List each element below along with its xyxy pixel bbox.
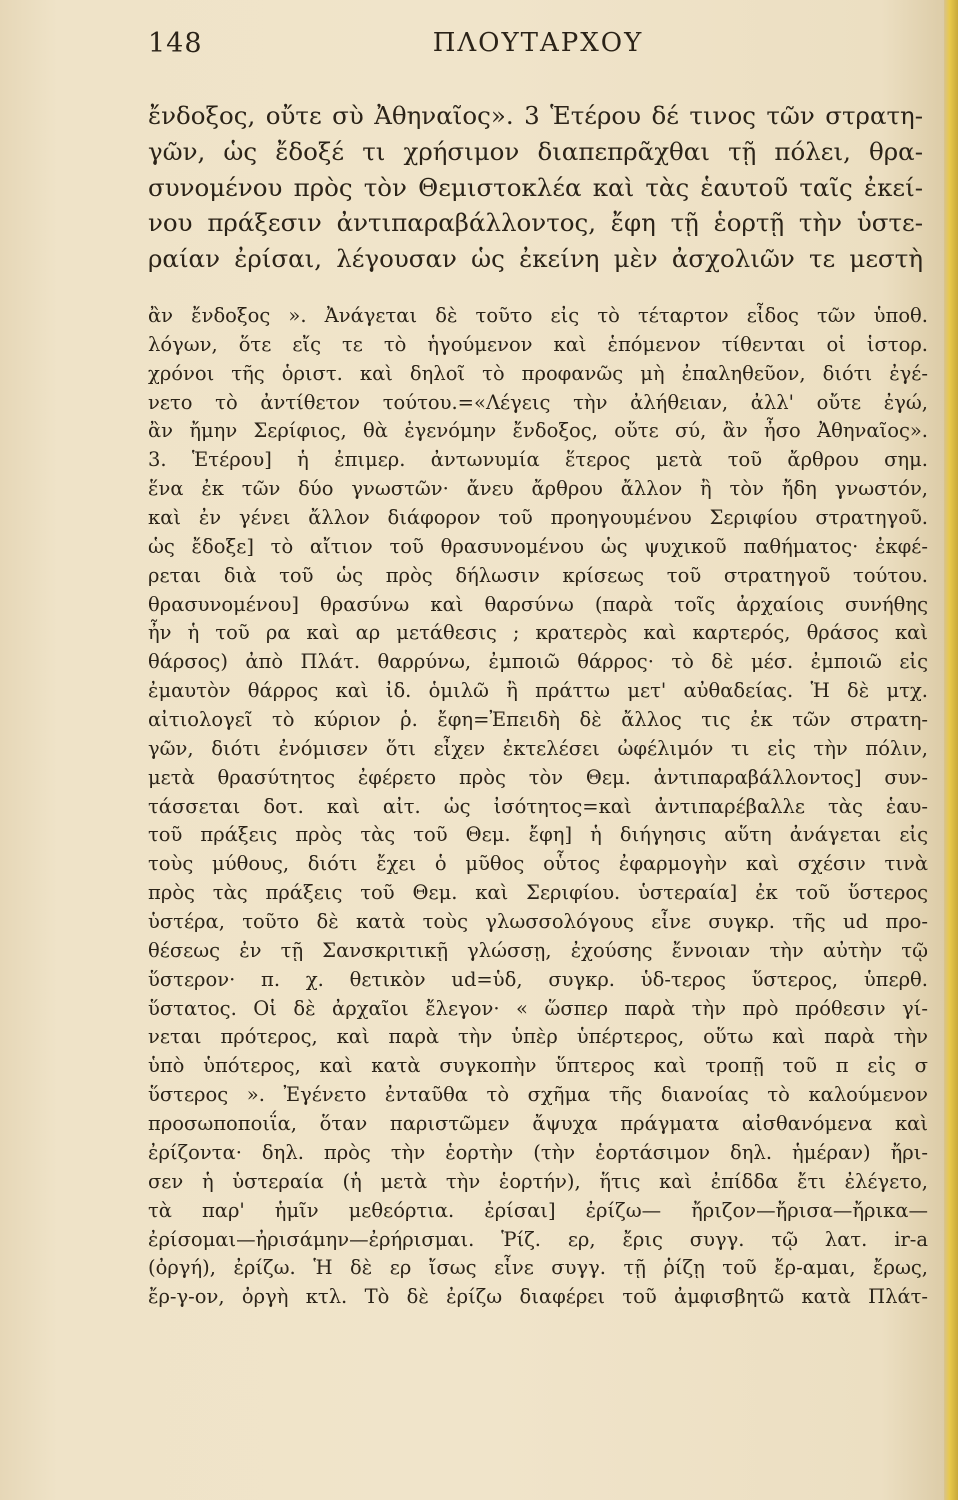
- commentary-line: ἕνα ἐκ τῶν δύο γνωστῶν· ἄνευ ἄρθρου ἄλλον ἢ τὸν ἤδη γνωστόν,: [148, 477, 928, 501]
- commentary-line: ὕστατος. Οἱ δὲ ἀρχαῖοι ἔλεγον· « ὥσπερ παρὰ τὴν πρὸ πρόθεσιν γί-: [148, 996, 928, 1020]
- commentary-line: 3. Ἑτέρου] ἡ ἐπιμερ. ἀντωνυμία ἕτερος μετὰ τοῦ ἄρθρου σημ.: [148, 448, 928, 472]
- commentary-line: ἐμαυτὸν θάρρος καὶ ἰδ. ὁμιλῶ ἢ πράττω μετ' αὐθαδείας. Ἡ δὲ μτχ.: [148, 679, 928, 703]
- commentary-line: χρόνοι τῆς ὁριστ. καὶ δηλοῖ τὸ προφανῶς μὴ ἐπαληθεῦον, διότι ἐγέ-: [148, 361, 928, 385]
- page-number: 148: [148, 28, 203, 59]
- commentary-line: ὕστερος ». Ἐγένετο ἐνταῦθα τὸ σχῆμα τῆς διανοίας τὸ καλούμενον: [148, 1083, 928, 1107]
- commentary-line: ρεται διὰ τοῦ ὡς πρὸς δήλωσιν κρίσεως τοῦ στρατηγοῦ τούτου.: [148, 563, 928, 587]
- commentary-line: τοῦ πράξεις πρὸς τὰς τοῦ Θεμ. ἔφη] ἡ διήγησις αὕτη ἀνάγεται εἰς: [148, 823, 928, 847]
- commentary-line: ὕστερον· π. χ. θετικὸν ud=ὑδ, συγκρ. ὑδ-τερος ὕστερος, ὑπερθ.: [148, 967, 928, 991]
- commentary-line: ἦν ἡ τοῦ ρα καὶ αρ μετάθεσις ; κρατερὸς καὶ καρτερός, θράσος καὶ: [148, 621, 928, 645]
- commentary-line: θρασυνομένου] θρασύνω καὶ θαρσύνω (παρὰ τοῖς ἀρχαίοις συνήθης: [148, 592, 928, 616]
- commentary-line: λόγων, ὅτε εἴς τε τὸ ἡγούμενον καὶ ἑπόμενον τίθενται οἱ ἱστορ.: [148, 332, 928, 356]
- commentary-line: ὡς ἔδοξε] τὸ αἴτιον τοῦ θρασυνομένου ὡς ψυχικοῦ παθήματος· ἐκφέ-: [148, 534, 928, 558]
- commentary-line: ὑστέρα, τοῦτο δὲ κατὰ τοὺς γλωσσολόγους εἶνε συγκρ. τῆς ud προ-: [148, 910, 928, 934]
- commentary-line: θάρσος) ἀπὸ Πλάτ. θαρρύνω, ἐμποιῶ θάρρος· τὸ δὲ μέσ. ἐμποιῶ εἰς: [148, 650, 928, 674]
- commentary-line: σεν ἡ ὑστεραία (ἡ μετὰ τὴν ἑορτήν), ἥτις καὶ ἐπίδδα ἔτι ἐλέγετο,: [148, 1169, 928, 1193]
- book-spine-edge: [944, 0, 958, 1500]
- commentary-line: νεται πρότερος, καὶ παρὰ τὴν ὑπὲρ ὑπέρτερος, οὕτω καὶ παρὰ τὴν: [148, 1025, 928, 1049]
- commentary-line: πρὸς τὰς πράξεις τοῦ Θεμ. καὶ Σεριφίου. ὑστεραία] ἐκ τοῦ ὕστερος: [148, 881, 928, 905]
- page-header: [148, 28, 928, 68]
- commentary-block: [148, 302, 928, 1312]
- commentary-line: μετὰ θρασύτητος ἐφέρετο πρὸς τὸν Θεμ. ἀντιπαραβάλλοντος] συν-: [148, 765, 928, 789]
- commentary-line: τάσσεται δοτ. καὶ αἰτ. ὡς ἰσότητος=καὶ ἀντιπαρέβαλλε τὰς ἑαυ-: [148, 794, 928, 818]
- commentary-line: ἂν ἤμην Σερίφιος, θὰ ἐγενόμην ἔνδοξος, οὔτε σύ, ἂν ἦσο Ἀθηναῖος».: [148, 419, 928, 443]
- commentary-line: αἰτιολογεῖ τὸ κύριον ῥ. ἔφη=Ἐπειδὴ δὲ ἄλλος τις ἐκ τῶν στρατη-: [148, 708, 928, 732]
- commentary-line: θέσεως ἐν τῇ Σανσκριτικῇ γλώσσῃ, ἐχούσης ἔννοιαν τὴν αὐτὴν τῷ: [148, 938, 928, 962]
- main-text-line: συνομένου πρὸς τὸν Θεμιστοκλέα καὶ τὰς ἑαυτοῦ ταῖς ἐκεί-: [148, 172, 923, 202]
- commentary-line: γῶν, διότι ἐνόμισεν ὅτι εἶχεν ἐκτελέσει ὠφέλιμόν τι εἰς τὴν πόλιν,: [148, 736, 928, 760]
- main-text-line: ἔνδοξος, οὔτε σὺ Ἀθηναῖος». 3 Ἑτέρου δέ τινος τῶν στρατη-: [148, 101, 923, 130]
- commentary-line: ἐρίζοντα· δηλ. πρὸς τὴν ἑορτὴν (τὴν ἑορτάσιμον δηλ. ἡμέραν) ἤρι-: [148, 1140, 928, 1164]
- commentary-line: (ὀργή), ἐρίζω. Ἡ δὲ ερ ἴσως εἶνε συγγ. τῇ ῥίζῃ τοῦ ἔρ-αμαι, ἔρως,: [148, 1256, 928, 1280]
- commentary-line: ἐρίσομαι—ἠρισάμην—ἐρήρισμαι. Ῥίζ. ερ, ἔρις συγγ. τῷ λατ. ir-a: [148, 1227, 928, 1251]
- commentary-line: ὑπὸ ὑπότερος, καὶ κατὰ συγκοπὴν ὕπτερος καὶ τροπῇ τοῦ π εἰς σ: [148, 1054, 928, 1078]
- running-head: ΠΛΟΥΤΑΡΧΟΥ: [432, 28, 644, 58]
- main-text-line: ραίαν ἐρίσαι, λέγουσαν ὡς ἐκείνη μὲν ἀσχολιῶν τε μεστὴ: [148, 244, 923, 274]
- commentary-line: προσωποποιΐα, ὅταν παριστῶμεν ἄψυχα πράγματα αἰσθανόμενα καὶ: [148, 1112, 928, 1136]
- main-text-block: [148, 98, 923, 277]
- commentary-line: νετο τὸ ἀντίθετον τούτου.=«Λέγεις τὴν ἀλήθειαν, ἀλλ' οὔτε ἐγώ,: [148, 390, 928, 414]
- commentary-line: ἂν ἔνδοξος ». Ἀνάγεται δὲ τοῦτο εἰς τὸ τέταρτον εἶδος τῶν ὑποθ.: [148, 304, 928, 327]
- commentary-line: ἔρ-γ-ον, ὀργὴ κτλ. Τὸ δὲ ἐρίζω διαφέρει τοῦ ἀμφισβητῶ κατὰ Πλάτ-: [148, 1285, 928, 1309]
- commentary-line: τὰ παρ' ἡμῖν μεθεόρτια. ἐρίσαι] ἐρίζω— ἤριζον—ἤρισα—ἤρικα—: [148, 1198, 928, 1222]
- commentary-line: τοὺς μύθους, διότι ἔχει ὁ μῦθος οὗτος ἐφαρμογὴν καὶ σχέσιν τινὰ: [148, 852, 928, 876]
- main-text-line: νου πράξεσιν ἀντιπαραβάλλοντος, ἔφη τῇ ἑορτῇ τὴν ὑστε-: [148, 208, 923, 238]
- main-text-line: γῶν, ὡς ἔδοξέ τι χρήσιμον διαπεπρᾶχθαι τῇ πόλει, θρα-: [148, 136, 923, 166]
- commentary-line: καὶ ἐν γένει ἄλλον διάφορον τοῦ προηγουμένου Σεριφίου στρατηγοῦ.: [148, 506, 928, 530]
